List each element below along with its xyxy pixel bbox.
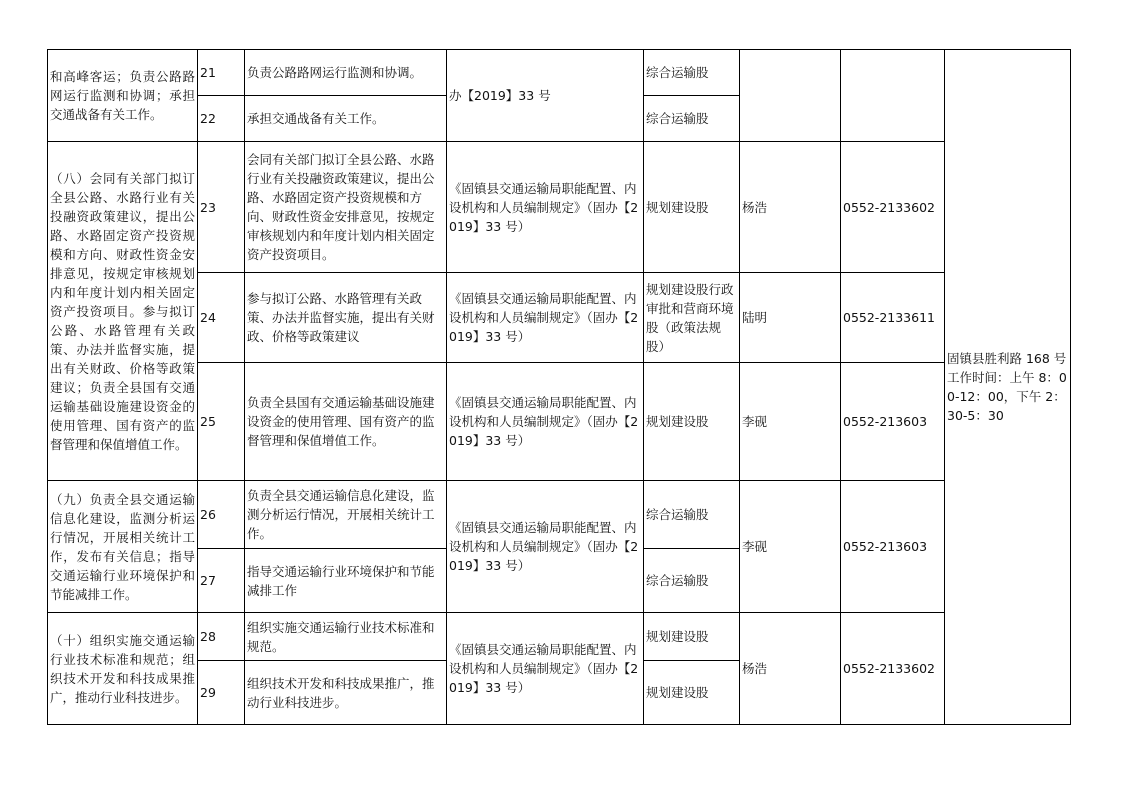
department-cell: 综合运输股 [644,481,740,549]
address-cell: 固镇县胜利路 168 号 工作时间：上午 8：00-12：00，下午 2：30-5：30 [945,50,1071,725]
item-detail: 会同有关部门拟订全县公路、水路行业有关投融资政策建议，提出公路、水路固定资产投资规模和方向、财政性资金安排意见，按规定审核规划内和年度计划内相关固定资产投资项目。 [245,142,447,273]
phone-cell: 0552-2133602 [841,613,945,725]
phone-cell: 0552-2133611 [841,273,945,363]
basis-cell: 《固镇县交通运输局职能配置、内设机构和人员编制规定》（固办【2019】33 号） [447,363,644,481]
item-number: 23 [198,142,245,273]
phone-cell: 0552-2133602 [841,142,945,273]
department-cell: 综合运输股 [644,549,740,613]
person-cell: 杨浩 [740,142,841,273]
duty-cell: （八）会同有关部门拟订全县公路、水路行业有关投融资政策建议，提出公路、水路固定资产投资规模和方向、财政性资金安排意见，按规定审核规划内和年度计划内相关固定资产投资项目。参与拟订公路、水路管理有关政策、办法并监督实施，提出有关财政、价格等政策建议；负责全县国有交通运输基础设施建设资金的使用管理、国有资产的监督管理和保值增值工作。 [48,142,198,481]
phone-cell: 0552-213603 [841,363,945,481]
item-number: 28 [198,613,245,661]
item-detail: 负责全县国有交通运输基础设施建设资金的使用管理、国有资产的监督管理和保值增值工作。 [245,363,447,481]
phone-cell: 0552-213603 [841,481,945,613]
table-row [48,613,1071,661]
basis-cell: 《固镇县交通运输局职能配置、内设机构和人员编制规定》（固办【2019】33 号） [447,142,644,273]
table-row [48,363,1071,481]
duty-cell: 和高峰客运；负责公路路网运行监测和协调；承担交通战备有关工作。 [48,50,198,142]
table-row [48,142,1071,273]
table-row [48,50,1071,96]
person-cell [740,50,841,142]
item-detail: 负责全县交通运输信息化建设，监测分析运行情况，开展相关统计工作。 [245,481,447,549]
item-number: 25 [198,363,245,481]
duty-cell: （十）组织实施交通运输行业技术标准和规范；组织技术开发和科技成果推广，推动行业科技进步。 [48,613,198,725]
item-detail: 承担交通战备有关工作。 [245,96,447,142]
person-cell: 李砚 [740,481,841,613]
item-number: 22 [198,96,245,142]
department-cell: 规划建设股 [644,661,740,725]
department-cell: 综合运输股 [644,50,740,96]
person-cell: 陆明 [740,273,841,363]
department-cell: 规划建设股 [644,142,740,273]
item-detail: 组织实施交通运输行业技术标准和规范。 [245,613,447,661]
duty-table [47,49,1071,725]
item-number: 27 [198,549,245,613]
item-detail: 参与拟订公路、水路管理有关政策、办法并监督实施，提出有关财政、价格等政策建议 [245,273,447,363]
person-cell: 杨浩 [740,613,841,725]
basis-cell: 办【2019】33 号 [447,50,644,142]
table-row [48,481,1071,549]
department-cell: 规划建设股行政审批和营商环境股（政策法规股） [644,273,740,363]
department-cell: 综合运输股 [644,96,740,142]
item-number: 21 [198,50,245,96]
department-cell: 规划建设股 [644,613,740,661]
duty-cell: （九）负责全县交通运输信息化建设，监测分析运行情况，开展相关统计工作，发布有关信息；指导交通运输行业环境保护和节能减排工作。 [48,481,198,613]
item-number: 24 [198,273,245,363]
table-row [48,273,1071,363]
department-cell: 规划建设股 [644,363,740,481]
item-detail: 负责公路路网运行监测和协调。 [245,50,447,96]
item-number: 26 [198,481,245,549]
item-number: 29 [198,661,245,725]
item-detail: 组织技术开发和科技成果推广，推动行业科技进步。 [245,661,447,725]
phone-cell [841,50,945,142]
basis-cell: 《固镇县交通运输局职能配置、内设机构和人员编制规定》（固办【2019】33 号） [447,481,644,613]
item-detail: 指导交通运输行业环境保护和节能减排工作 [245,549,447,613]
basis-cell: 《固镇县交通运输局职能配置、内设机构和人员编制规定》（固办【2019】33 号） [447,273,644,363]
basis-cell: 《固镇县交通运输局职能配置、内设机构和人员编制规定》（固办【2019】33 号） [447,613,644,725]
person-cell: 李砚 [740,363,841,481]
